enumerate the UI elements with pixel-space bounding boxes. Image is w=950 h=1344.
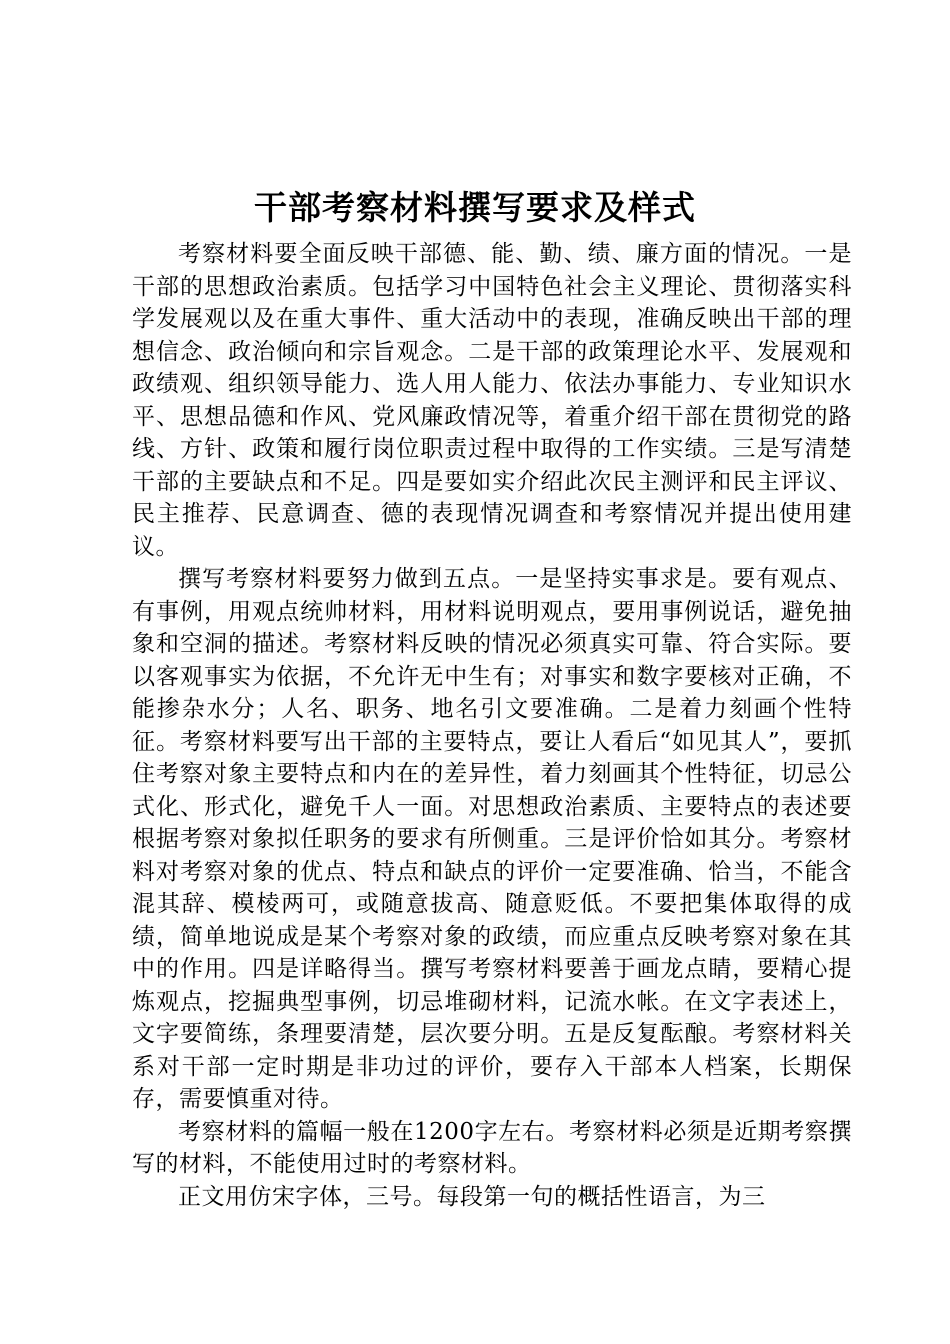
paragraph-4: 正文用仿宋字体，三号。每段第一句的概括性语言，为三 <box>178 1183 766 1210</box>
paragraph-2: 撰写考察材料要努力做到五点。一是坚持实事求是。要有观点、有事例，用观点统帅材料，用材料说明观点，要用事例说话，避免抽象和空洞的描述。考察材料反映的情况必须真实可靠、符合实际。要以客观事实为依据，不允许无中生有；对事实和数字要核对正确，不能掺杂水分；人名、职务、地名引文要准确。二是着力刻画个性特征。考察材料要写出干部的主要特点，要让人看后“如见其人”，要抓住考察对象主要特点和内在的差异性，着力刻画其个性特征，切忌公式化、形式化，避免千人一面。对思想政治素质、主要特点的表述要根据考察对象拟任职务的要求有所侧重。三是评价恰如其分。考察材料对考察对象的优点、特点和缺点的评价一定要准确、恰当，不能含混其辞、模棱两可，或随意拔高、随意贬低。不要把集体取得的成绩，简单地说成是某个考察对象的政绩，而应重点反映考察对象在其中的作用。四是详略得当。撰写考察材料要善于画龙点睛，要精心提炼观点，挖掘典型事例，切忌堆砌材料，记流水帐。在文字表述上，文字要简练，条理要清楚，层次要分明。五是反复酝酿。考察材料关系对干部一定时期是非功过的评价，要存入干部本人档案，长期保存，需要慎重对待。 <box>132 566 852 1112</box>
paragraph-1: 考察材料要全面反映干部德、能、勤、绩、廉方面的情况。一是干部的思想政治素质。包括学习中国特色社会主义理论、贯彻落实科学发展观以及在重大事件、重大活动中的表现，准确反映出干部的理想信念、政治倾向和宗旨观念。二是干部的政策理论水平、发展观和政绩观、组织领导能力、选人用人能力、依法办事能力、专业知识水平、思想品德和作风、党风廉政情况等，着重介绍干部在贯彻党的路线、方针、政策和履行岗位职责过程中取得的工作实绩。三是写清楚干部的主要缺点和不足。四是要如实介绍此次民主测评和民主评议、民主推荐、民意调查、德的表现情况调查和考察情况并提出使用建议。 <box>132 241 852 560</box>
paragraph-3: 考察材料的篇幅一般在1200字左右。考察材料必须是近期考察撰写的材料，不能使用过时的考察材料。 <box>132 1118 852 1177</box>
document-body <box>132 238 852 1213</box>
document-title: 干部考察材料撰写要求及样式 <box>254 188 696 227</box>
